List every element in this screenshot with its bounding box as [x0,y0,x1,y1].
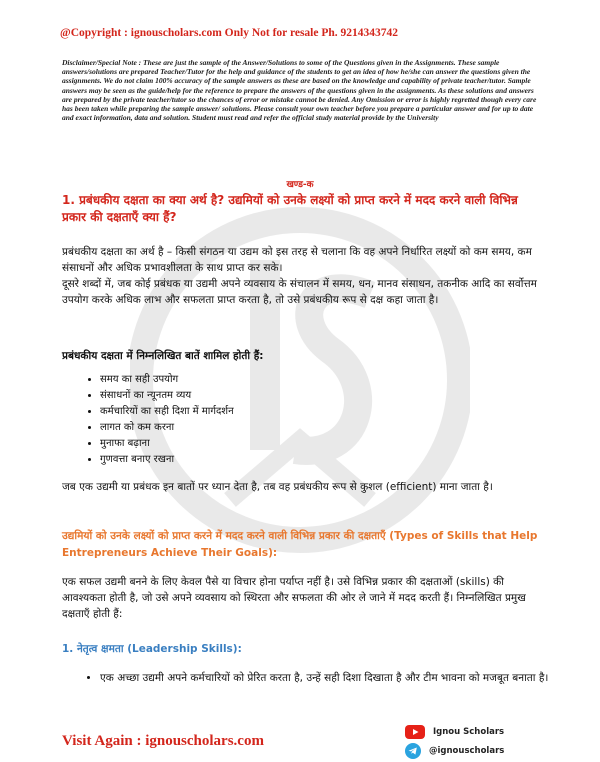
telegram-label: @ignouscholars [429,746,505,756]
telegram-icon [405,743,421,759]
skills-heading: उद्यमियों को उनके लक्ष्यों को प्राप्त करने में मदद करने वाली विभिन्न प्रकार की दक्षताएँ (Types of Skills that Help Entrepreneurs Achieve Their Goals): [62,530,538,559]
list-item: • संसाधनों का न्यूनतम व्यय [100,388,520,404]
social-links [405,724,575,762]
list-item: • समय का सही उपयोग [100,372,520,388]
leadership-list [80,670,560,686]
answer-paragraph-2: दूसरे शब्दों में, जब कोई प्रबंधक या उद्यमी अपने व्यवसाय के संचालन में समय, धन, मानव संसाधन, तकनीक आदि का सर्वोत्तम उपयोग करके अधिक लाभ और सफलता प्राप्त करता है, तो उसे प्रबंधकीय रूप से दक्ष कहा जाता है। [62,278,537,306]
section-heading: खण्ड-क [286,180,314,190]
answer-paragraph-3: जब एक उद्यमी या प्रबंधक इन बातों पर ध्यान देता है, तब वह प्रबंधकीय रूप से कुशल (efficient) माना जाता है। [62,481,493,493]
youtube-link[interactable] [405,724,575,740]
telegram-link[interactable] [405,743,575,759]
disclaimer-note: Disclaimer/Special Note : These are just the sample of the Answer/Solutions to some of the Questions given in the Assignments. These sample answers/solutions are prepared Teacher/Tutor for the help and guidance of the students to get an idea of how he/she can answer the questions given the assignments. We do not claim 100% accuracy of the sample answers as these are based on the knowledge and capability of private teacher/tutor. Sample answers may be seen as the guide/help for the reference to prepare the answers of the questions given in the assignments. As these solutions and answers are prepared by the private teacher/tutor so the chances of error or mistake cannot be denied. Any Omission or error is highly regretted though every care has been taken while preparing the sample answer/ solutions. Please consult your own teacher before you prepare a particular answer and for up to date and exact information, data and solution. Student must read and refer the official study material provide by the University [62,58,537,123]
youtube-icon [405,725,425,739]
copyright-line: @Copyright : ignouscholars.com Only Not for resale Ph. 9214343742 [60,27,399,39]
list-item: • गुणवत्ता बनाए रखना [100,452,520,468]
list-item: • एक अच्छा उद्यमी अपने कर्मचारियों को प्रेरित करता है, उन्हें सही दिशा दिखाता है और टीम भावना को मजबूत बनाता है। [100,670,560,686]
includes-heading: प्रबंधकीय दक्षता में निम्नलिखित बातें शामिल होती हैं: [62,350,264,362]
list-item: • कर्मचारियों का सही दिशा में मार्गदर्शन [100,404,520,420]
answer-paragraph-1: प्रबंधकीय दक्षता का अर्थ है – किसी संगठन या उद्यम को इस तरह से चलाना कि वह अपने निर्धारित लक्ष्यों को कम समय, कम संसाधनों और अधिक प्रभावशीलता के साथ प्राप्त कर सके। [62,246,532,274]
question-title: 1. प्रबंधकीय दक्षता का क्या अर्थ है? उद्यमियों को उनके लक्ष्यों को प्राप्त करने में मदद करने वाली विभिन्न प्रकार की दक्षताएँ क्या हैं? [62,193,518,224]
list-item: • मुनाफा बढ़ाना [100,436,520,452]
visit-link[interactable]: Visit Again : ignouscholars.com [62,733,264,749]
includes-list [80,372,520,468]
youtube-label: Ignou Scholars [433,727,505,737]
answer-paragraph-4: एक सफल उद्यमी बनने के लिए केवल पैसे या विचार होना पर्याप्त नहीं है। उसे विभिन्न प्रकार की दक्षताओं (skills) की आवश्यकता होती है, जो उसे अपने व्यवसाय को स्थिरता और सफलता की ओर ले जाने में मदद करती हैं। निम्नलिखित प्रमुख दक्षताएँ होती हैं: [62,576,526,620]
list-item: • लागत को कम करना [100,420,520,436]
leadership-heading: 1. नेतृत्व क्षमता (Leadership Skills): [62,643,242,655]
